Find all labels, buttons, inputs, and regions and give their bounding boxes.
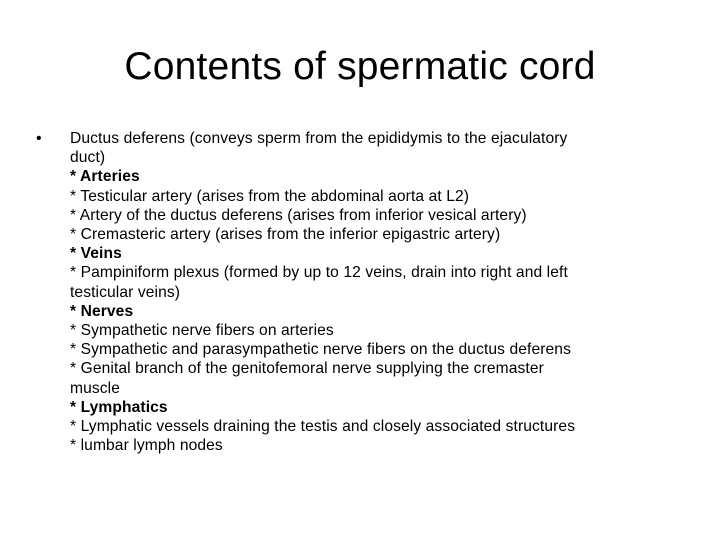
bullet-item xyxy=(36,129,676,455)
slide-title: Contents of spermatic cord xyxy=(124,45,596,88)
section-heading-line: * Nerves xyxy=(70,302,134,320)
section-heading-line: * Veins xyxy=(70,245,122,263)
text-line: * Sympathetic nerve fibers on arteries xyxy=(70,322,334,340)
text-line: * Sympathetic and parasympathetic nerve fibers on the ductus deferens xyxy=(70,341,571,359)
text-line: * Artery of the ductus deferens (arises from inferior vesical artery) xyxy=(70,206,527,224)
text-line: * lumbar lymph nodes xyxy=(70,437,223,455)
text-line: Ductus deferens (conveys sperm from the epididymis to the ejaculatory xyxy=(70,130,568,147)
text-line: duct) xyxy=(70,149,106,167)
slide-body xyxy=(36,129,676,455)
text-line: * Lymphatic vessels draining the testis and closely associated structures xyxy=(70,418,576,436)
bullet-text xyxy=(70,129,676,455)
text-line: * Cremasteric artery (arises from the inferior epigastric artery) xyxy=(70,226,501,244)
text-line: muscle xyxy=(70,379,120,397)
section-heading-line: * Lymphatics xyxy=(70,398,168,416)
bullet-dot: • xyxy=(36,130,42,147)
text-line: * Genital branch of the genitofemoral nerve supplying the cremaster xyxy=(70,360,544,378)
text-line: testicular veins) xyxy=(70,283,181,301)
section-heading-line: * Arteries xyxy=(70,168,140,186)
text-line: * Pampiniform plexus (formed by up to 12 veins, drain into right and left xyxy=(70,264,568,282)
text-line: * Testicular artery (arises from the abdominal aorta at L2) xyxy=(70,187,470,205)
